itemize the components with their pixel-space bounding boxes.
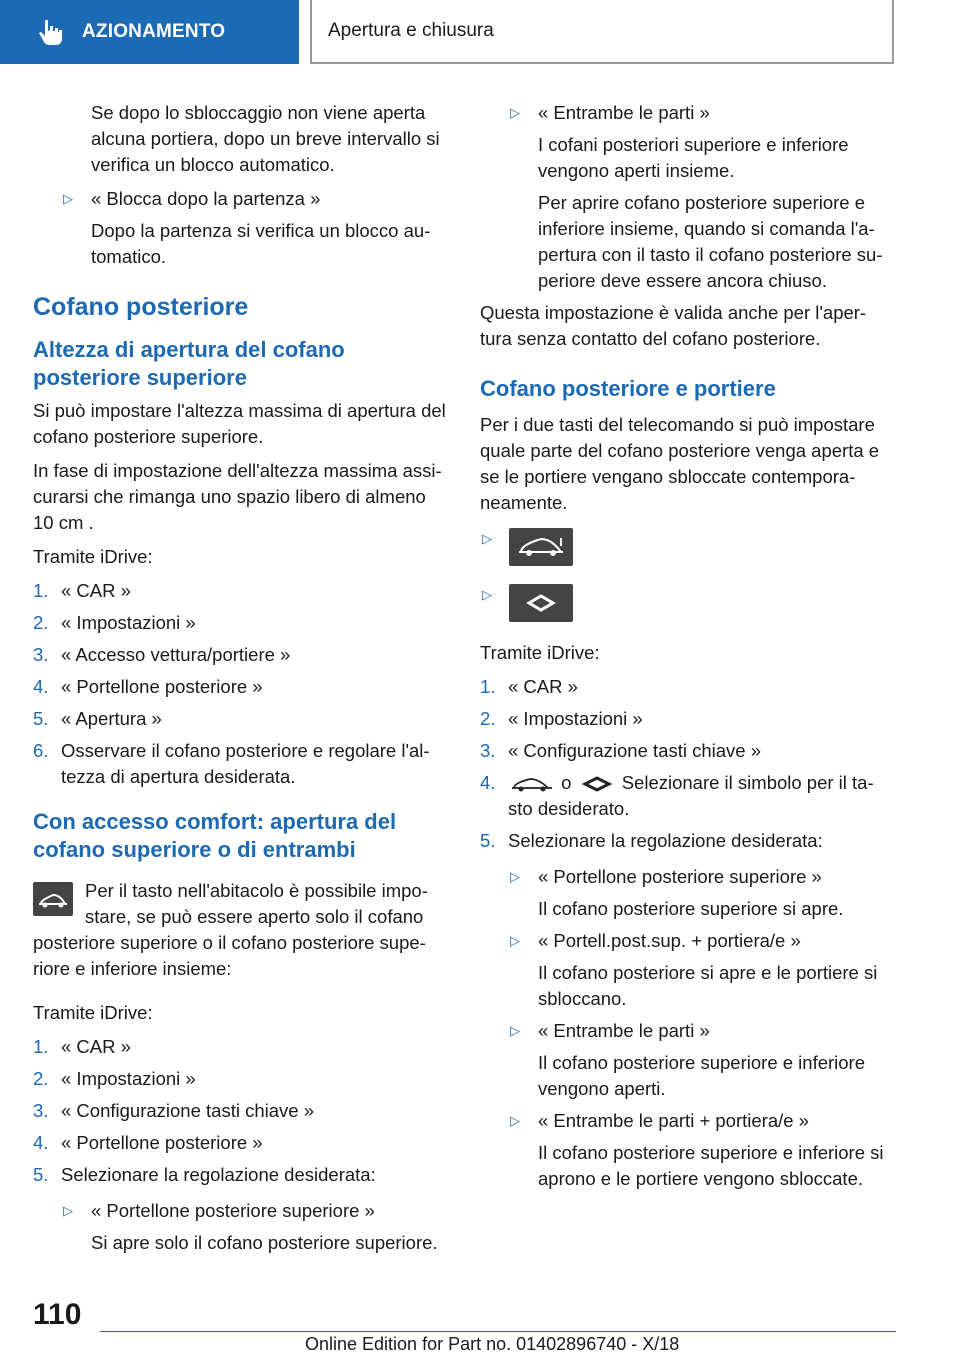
paragraph: Si può impostare l'altezza massima di apertura del cofano posteriore superiore.: [33, 400, 446, 447]
steps-portiere: [480, 674, 896, 854]
step-item: 5. Selezionare la regolazione desiderata:: [33, 1164, 376, 1185]
step-item: 2. « Impostazioni »: [33, 1068, 196, 1089]
section-tab: [0, 0, 299, 64]
option-item: [480, 1108, 896, 1192]
car-button-icon: [33, 882, 73, 916]
chapter-title: Apertura e chiusura: [328, 20, 494, 41]
triangle-bullet-icon: ▷: [510, 933, 520, 948]
step-item: 3. « Configurazione tasti chiave »: [33, 1100, 314, 1121]
step-item: 2. « Impostazioni »: [480, 708, 643, 729]
option-label: « Blocca dopo la partenza »: [91, 188, 321, 209]
step-item: 4. o Selezionare il simbolo per il ta-sto desiderato.: [480, 772, 874, 819]
option-desc: Il cofano posteriore superiore e inferiore vengono aperti.: [538, 1052, 866, 1099]
option-desc: Per aprire cofano posteriore superiore e inferiore insieme, quando si comanda l'a-pertura con il tasto il cofano posteriore su-periore deve essere ancora chiuso.: [538, 192, 883, 291]
option-item: [480, 1018, 896, 1102]
step-item: 6. Osservare il cofano posteriore e regolare l'al-tezza di apertura desiderata.: [33, 740, 430, 787]
page-number: 110: [33, 1298, 82, 1331]
paragraph: In fase di impostazione dell'altezza massima assi-curarsi che rimanga uno spazio libero di almeno 10 cm .: [33, 460, 442, 533]
idrive-label: Tramite iDrive:: [33, 546, 153, 567]
triangle-bullet-icon: ▷: [510, 1113, 520, 1128]
step-item: 5. « Apertura »: [33, 708, 162, 729]
car-rear-icon: [509, 528, 573, 566]
right-column: [480, 100, 896, 1198]
triangle-bullet-icon: ▷: [63, 191, 73, 206]
triangle-bullet-icon: ▷: [482, 587, 492, 602]
option-item: [480, 864, 896, 922]
option-lock-after-departure: [33, 186, 448, 270]
option-desc: Il cofano posteriore superiore e inferiore si aprono e le portiere vengono sbloccate.: [538, 1142, 884, 1189]
option-entrambe: [480, 100, 896, 294]
icon-item-car: [480, 526, 896, 576]
chapter-title-box: [310, 0, 894, 64]
heading-cofano: Cofano posteriore: [33, 293, 249, 321]
step-item: 1. « CAR »: [33, 1036, 131, 1057]
triangle-bullet-icon: ▷: [482, 531, 492, 546]
heading-portiere: Cofano posteriore e portiere: [480, 376, 776, 401]
heading-altezza: Altezza di apertura del cofano posteriore superiore: [33, 337, 345, 390]
comfort-paragraph: Per il tasto nell'abitacolo è possibile impo-stare, se può essere aperto solo il cofano posteriore superiore o il cofano posteriore supe-riore e inferiore insieme:: [33, 880, 428, 979]
triangle-bullet-icon: ▷: [510, 869, 520, 884]
steps-comfort: [33, 1034, 448, 1188]
option-label: « Portell.post.sup. + portiera/e »: [538, 930, 801, 951]
triangle-bullet-icon: ▷: [63, 1203, 73, 1218]
triangle-bullet-icon: ▷: [510, 1023, 520, 1038]
idrive-label: Tramite iDrive:: [480, 642, 600, 663]
step-item: 4. « Portellone posteriore »: [33, 1132, 263, 1153]
step-item: 5. Selezionare la regolazione desiderata:: [480, 830, 823, 851]
idrive-label: Tramite iDrive:: [33, 1002, 153, 1023]
car-rear-icon: [508, 774, 556, 794]
triangle-bullet-icon: ▷: [510, 105, 520, 120]
unlock-diamond-icon: [577, 774, 617, 794]
option-label: « Entrambe le parti + portiera/e »: [538, 1110, 809, 1131]
option-desc: Il cofano posteriore si apre e le portiere si sbloccano.: [538, 962, 878, 1009]
section-label: AZIONAMENTO: [82, 21, 226, 42]
step-item: 3. « Configurazione tasti chiave »: [480, 740, 761, 761]
step-item: 1. « CAR »: [33, 580, 131, 601]
step-item: 4. « Portellone posteriore »: [33, 676, 263, 697]
heading-comfort: Con accesso comfort: apertura del cofano superiore o di entrambi: [33, 809, 397, 862]
left-column: [33, 100, 448, 1262]
option-desc: Si apre solo il cofano posteriore superiore.: [91, 1232, 438, 1253]
option-desc: I cofani posteriori superiore e inferiore vengono aperti insieme.: [538, 134, 849, 181]
option-portellone-superiore: [33, 1198, 448, 1256]
paragraph: Questa impostazione è valida anche per l'aper-tura senza contatto del cofano posteriore.: [480, 302, 867, 349]
option-label: « Entrambe le parti »: [538, 1020, 710, 1041]
step-item: 2. « Impostazioni »: [33, 612, 196, 633]
step-item: 1. « CAR »: [480, 676, 578, 697]
step-item: 3. « Accesso vettura/portiere »: [33, 644, 291, 665]
option-label: « Portellone posteriore superiore »: [91, 1200, 375, 1221]
option-desc: Dopo la partenza si verifica un blocco au-tomatico.: [91, 220, 431, 267]
option-desc: Il cofano posteriore superiore si apre.: [538, 898, 844, 919]
icon-item-unlock: [480, 582, 896, 636]
option-label: « Entrambe le parti »: [538, 102, 710, 123]
unlock-diamond-icon: [509, 584, 573, 622]
footer-divider: [100, 1331, 896, 1332]
paragraph: Per i due tasti del telecomando si può impostare quale parte del cofano posteriore venga aperta e se le portiere vengano sbloccate contempora-neamente.: [480, 414, 880, 513]
option-label: « Portellone posteriore superiore »: [538, 866, 822, 887]
option-item: [480, 928, 896, 1012]
footer-edition: Online Edition for Part no. 01402896740 - X/18: [305, 1334, 680, 1354]
intro-paragraph: Se dopo lo sbloccaggio non viene aperta alcuna portiera, dopo un breve intervallo si verifica un blocco automatico.: [91, 102, 440, 175]
steps-altezza: [33, 578, 448, 790]
hand-pointer-icon: [36, 17, 66, 47]
